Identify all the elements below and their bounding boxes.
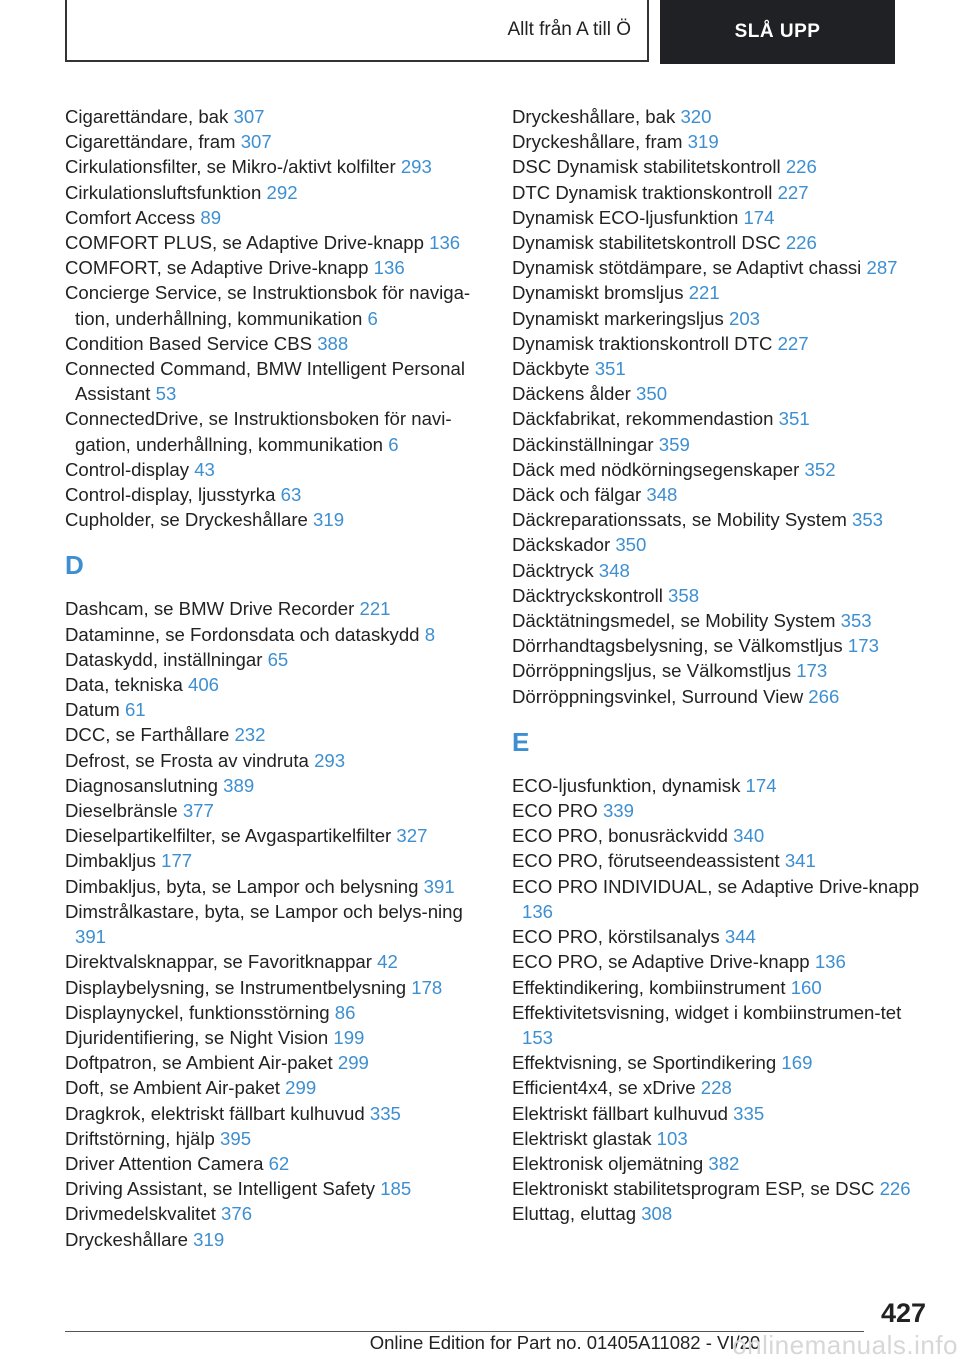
page-reference-link[interactable]: 395 (220, 1127, 252, 1149)
page-reference-link[interactable]: 232 (234, 724, 266, 746)
index-entry (512, 280, 932, 305)
index-entry-text: Driver Attention Camera (65, 1152, 264, 1174)
edition-footer: Online Edition for Part no. 01405A11082 - VI/20 (369, 1332, 761, 1353)
index-entry (65, 975, 485, 1000)
index-entry-text: Comfort Access (65, 206, 196, 228)
index-entry (65, 280, 485, 330)
index-entry (65, 874, 485, 899)
index-entry (65, 672, 485, 697)
index-entry-text: Dynamiskt bromsljus (512, 282, 684, 304)
index-entry-text: Dragkrok, elektriskt fällbart kulhuvud (65, 1102, 365, 1124)
page-reference-link[interactable]: 178 (411, 976, 443, 998)
tab-a-to-z-label: Allt från A till Ö (507, 19, 631, 40)
page-reference-link[interactable]: 351 (594, 358, 626, 380)
page-reference-link[interactable]: 353 (840, 610, 872, 632)
index-entry (65, 899, 485, 949)
index-entry-text: Elektriskt glastak (512, 1127, 652, 1149)
page-reference-link[interactable]: 63 (280, 484, 302, 506)
page-reference-link[interactable]: 86 (334, 1001, 356, 1023)
index-entry-text: Dynamiskt markeringsljus (512, 307, 724, 329)
index-entry-text: Däcktätningsmedel, se Mobility System (512, 610, 836, 632)
index-entry (512, 129, 932, 154)
index-entry-text: Driving Assistant, se Intelligent Safety (65, 1178, 376, 1200)
index-entry (65, 1201, 485, 1226)
index-entry (512, 773, 932, 798)
page-reference-link[interactable]: 351 (778, 408, 810, 430)
index-entry-text: COMFORT, se Adaptive Drive-knapp (65, 257, 369, 279)
index-entry (512, 205, 932, 230)
index-entry (512, 1101, 932, 1126)
index-entry (65, 1227, 485, 1252)
index-entry (65, 457, 485, 482)
page-reference-link[interactable]: 376 (221, 1203, 253, 1225)
page-reference-link[interactable]: 319 (313, 509, 345, 531)
index-entry (512, 658, 932, 683)
index-entry (512, 1151, 932, 1176)
page-reference-link[interactable]: 359 (658, 433, 690, 455)
index-entry-text: Dieselbränsle (65, 800, 178, 822)
index-entry (512, 874, 932, 924)
index-entry-text: Cigarettändare, fram (65, 131, 236, 153)
page-reference-link[interactable]: 266 (808, 685, 840, 707)
page-reference-link[interactable]: 185 (380, 1178, 412, 1200)
index-entry-text: Dörrhandtagsbelysning, se Välkomstljus (512, 635, 843, 657)
page-reference-link[interactable]: 42 (377, 951, 398, 973)
watermark-logo: onlinemanuals.info (732, 1330, 958, 1360)
index-entry-text: ECO PRO (512, 800, 598, 822)
page-reference-link[interactable]: 53 (155, 383, 177, 405)
index-entry-text: Cirkulationsluftsfunktion (65, 181, 262, 203)
index-entry (512, 356, 932, 381)
index-entry (512, 507, 932, 532)
index-letter-d: D (65, 550, 84, 581)
index-entry (65, 406, 485, 456)
index-entry-text: Dörröppningsljus, se Välkomstljus (512, 660, 792, 682)
page-reference-link[interactable]: 6 (367, 307, 378, 329)
index-entry-text: Cirkulationsfilter, se Mikro-/aktivt kolfilter (65, 156, 396, 178)
index-entry-text: Cupholder, se Dryckeshållare (65, 509, 308, 531)
page-reference-link[interactable]: 6 (388, 433, 399, 455)
index-entry-text: Däckreparationssats, se Mobility System (512, 509, 847, 531)
index-entry (65, 1000, 485, 1025)
page-reference-link[interactable]: 203 (729, 307, 761, 329)
index-entry-text: Däckens ålder (512, 383, 631, 405)
index-entry (512, 532, 932, 557)
page-reference-link[interactable]: 199 (333, 1026, 365, 1048)
page-number: 427 (880, 1298, 926, 1328)
index-entry-text: Datum (65, 699, 120, 721)
page-reference-link[interactable]: 406 (188, 674, 220, 696)
page-reference-link[interactable]: 43 (194, 458, 215, 480)
index-entry-text: Dataminne, se Fordonsdata och dataskydd (65, 623, 420, 645)
index-entry (512, 1201, 932, 1226)
index-entry-text: Effektvisning, se Sportindikering (512, 1052, 777, 1074)
index-entry (65, 622, 485, 647)
index-entry (512, 406, 932, 431)
index-entry-text: Efficient4x4, se xDrive (512, 1077, 696, 1099)
index-entry-text: Dryckeshållare, fram (512, 131, 683, 153)
page-reference-link[interactable]: 299 (285, 1077, 317, 1099)
tab-lookup-label: SLÅ UPP (734, 21, 821, 42)
index-entry-text: ConnectedDrive, se Instruktionsboken för navi-gation, underhållning, kommunikation (65, 408, 452, 455)
index-entry-text: ECO-ljusfunktion, dynamisk (512, 774, 741, 796)
index-entry-text: Dryckeshållare (65, 1228, 188, 1250)
page-reference-link[interactable]: 339 (602, 800, 634, 822)
index-entry (512, 331, 932, 356)
index-entry-text: ECO PRO, se Adaptive Drive-knapp (512, 951, 810, 973)
index-entry-text: Condition Based Service CBS (65, 332, 313, 354)
page-reference-link[interactable]: 344 (724, 926, 756, 948)
index-entry (65, 1126, 485, 1151)
index-column-left (65, 104, 485, 1252)
index-entry-text: DCC, se Farthållare (65, 724, 230, 746)
index-entry (512, 1000, 932, 1050)
page-reference-link[interactable]: 228 (700, 1077, 732, 1099)
index-entry (512, 255, 932, 280)
index-entry (65, 255, 485, 280)
header-tabs (65, 0, 960, 66)
page-reference-link[interactable]: 348 (598, 559, 630, 581)
index-entry-text: COMFORT PLUS, se Adaptive Drive-knapp (65, 232, 424, 254)
index-entry (512, 949, 932, 974)
index-entry-text: DTC Dynamisk traktionskontroll (512, 181, 773, 203)
index-entry (512, 457, 932, 482)
page-reference-link[interactable]: 61 (124, 699, 146, 721)
page-reference-link[interactable]: 160 (790, 976, 822, 998)
page-reference-link[interactable]: 350 (636, 383, 668, 405)
index-entry (65, 798, 485, 823)
page-reference-link[interactable]: 221 (688, 282, 720, 304)
index-entry (512, 230, 932, 255)
index-column-right (512, 104, 932, 1227)
index-entry (512, 583, 932, 608)
page-reference-link[interactable]: 341 (784, 850, 816, 872)
index-entry-text: Control-display (65, 458, 190, 480)
index-entry-text: ECO PRO, förutseendeassistent (512, 850, 780, 872)
index-entry (65, 773, 485, 798)
index-entry (512, 558, 932, 583)
page-reference-link[interactable]: 62 (268, 1152, 290, 1174)
index-entry-text: Concierge Service, se Instruktionsbok för naviga-tion, underhållning, kommunikation (65, 282, 471, 329)
tab-a-to-z[interactable] (65, 0, 649, 62)
index-entry-text: ECO PRO, bonusräckvidd (512, 825, 728, 847)
page-reference-link[interactable]: 173 (796, 660, 828, 682)
index-entry-text: Dataskydd, inställningar (65, 648, 263, 670)
page-reference-link[interactable]: 350 (615, 534, 647, 556)
page-reference-link[interactable]: 377 (182, 800, 214, 822)
index-entry (65, 507, 485, 532)
page-reference-link[interactable]: 136 (373, 257, 405, 279)
tab-lookup[interactable] (660, 0, 895, 64)
index-entry-text: DSC Dynamisk stabilitetskontroll (512, 156, 781, 178)
index-entry (512, 975, 932, 1000)
index-group-d (65, 596, 485, 1251)
page-reference-link[interactable]: 136 (522, 900, 554, 922)
page-reference-link[interactable]: 358 (668, 584, 700, 606)
index-entry-text: Elektriskt fällbart kulhuvud (512, 1102, 728, 1124)
page-reference-link[interactable]: 103 (656, 1127, 688, 1149)
index-entry-text: Elektronisk oljemätning (512, 1152, 704, 1174)
index-entry (512, 482, 932, 507)
index-entry-text: Effektindikering, kombiinstrument (512, 976, 786, 998)
index-entry (65, 331, 485, 356)
page-reference-link[interactable]: 89 (200, 206, 222, 228)
page-reference-link[interactable]: 174 (745, 774, 777, 796)
index-entry-text: Dimbakljus, byta, se Lampor och belysning (65, 875, 419, 897)
page-reference-link[interactable]: 136 (814, 951, 846, 973)
index-entry (65, 129, 485, 154)
page-reference-link[interactable]: 221 (359, 598, 391, 620)
page-reference-link[interactable]: 382 (708, 1152, 740, 1174)
index-entry (65, 1075, 485, 1100)
index-entry-text: Dynamisk stötdämpare, se Adaptivt chassi (512, 257, 862, 279)
index-entry-text: Dashcam, se BMW Drive Recorder (65, 598, 355, 620)
page-reference-link[interactable]: 226 (785, 156, 817, 178)
page-reference-link[interactable]: 292 (266, 181, 298, 203)
index-entry-text: Däckbyte (512, 358, 590, 380)
index-entry-text: Cigarettändare, bak (65, 106, 229, 127)
index-entry (65, 697, 485, 722)
page-reference-link[interactable]: 391 (75, 926, 107, 948)
index-entry-text: Displaybelysning, se Instrumentbelysning (65, 976, 407, 998)
page-reference-link[interactable]: 173 (847, 635, 879, 657)
index-group-d-continued (512, 104, 932, 709)
index-entry (65, 230, 485, 255)
index-entry-text: Dynamisk traktionskontroll DTC (512, 332, 773, 354)
index-group-e (512, 773, 932, 1227)
index-entry-text: ECO PRO INDIVIDUAL, se Adaptive Drive-knapp (512, 875, 920, 897)
index-entry-text: Däck och fälgar (512, 484, 642, 506)
page-reference-link[interactable]: 335 (369, 1102, 401, 1124)
page-reference-link[interactable]: 327 (396, 825, 428, 847)
page-reference-link[interactable]: 287 (866, 257, 898, 279)
index-entry-text: Dryckeshållare, bak (512, 106, 676, 127)
page-reference-link[interactable]: 319 (193, 1228, 225, 1250)
index-entry-text: Displaynyckel, funktionsstörning (65, 1001, 330, 1023)
page-reference-link[interactable]: 391 (423, 875, 455, 897)
index-entry (512, 848, 932, 873)
index-entry (512, 1126, 932, 1151)
page-reference-link[interactable]: 307 (240, 131, 272, 153)
index-entry-text: Data, tekniska (65, 674, 183, 696)
index-entry-text: Djuridentifiering, se Night Vision (65, 1026, 329, 1048)
index-entry-text: Elektroniskt stabilitetsprogram ESP, se DSC (512, 1178, 875, 1200)
index-entry (512, 924, 932, 949)
index-entry (65, 722, 485, 747)
page-reference-link[interactable]: 353 (851, 509, 884, 531)
index-entry (512, 823, 932, 848)
page-reference-link[interactable]: 352 (804, 458, 836, 480)
index-entry-text: Eluttag, eluttag (512, 1203, 637, 1225)
page-reference-link[interactable]: 319 (687, 131, 719, 153)
index-group-c (65, 104, 485, 532)
index-entry (65, 1151, 485, 1176)
index-entry (512, 104, 932, 129)
index-entry (512, 381, 932, 406)
index-entry-text: Däckskador (512, 534, 611, 556)
index-entry-text: Dynamisk ECO-ljusfunktion (512, 206, 739, 228)
index-entry-text: Dieselpartikelfilter, se Avgaspartikelfilter (65, 825, 392, 847)
index-entry (65, 104, 485, 129)
index-entry (512, 1050, 932, 1075)
index-entry (65, 205, 485, 230)
index-entry (512, 306, 932, 331)
page-reference-link[interactable]: 226 (879, 1178, 911, 1200)
index-entry (65, 647, 485, 672)
page-reference-link[interactable]: 169 (781, 1052, 813, 1074)
index-entry (512, 1176, 932, 1201)
index-entry-text: Control-display, ljusstyrka (65, 484, 276, 506)
index-entry (512, 154, 932, 179)
page-reference-link[interactable]: 335 (733, 1102, 765, 1124)
page-reference-link[interactable]: 299 (337, 1052, 369, 1074)
page-reference-link[interactable]: 227 (777, 332, 809, 354)
index-entry (65, 154, 485, 179)
page-reference-link[interactable]: 227 (777, 181, 809, 203)
index-letter-e: E (512, 726, 530, 757)
page-reference-link[interactable]: 388 (317, 332, 349, 354)
index-entry (512, 684, 932, 709)
index-entry-text: Connected Command, BMW Intelligent Personal Assistant (65, 358, 465, 405)
index-entry (65, 1050, 485, 1075)
page-reference-link[interactable]: 320 (680, 106, 712, 127)
index-entry-text: Däck med nödkörningsegenskaper (512, 458, 800, 480)
index-entry (65, 596, 485, 621)
index-entry (65, 1025, 485, 1050)
index-entry-text: Däckinställningar (512, 433, 654, 455)
page-reference-link[interactable]: 308 (641, 1203, 673, 1225)
index-entry (65, 1176, 485, 1201)
index-entry-text: Driftstörning, hjälp (65, 1127, 215, 1149)
page-reference-link[interactable]: 174 (743, 206, 775, 228)
index-entry-text: Däckfabrikat, rekommendastion (512, 408, 774, 430)
index-entry-text: Däcktryckskontroll (512, 584, 663, 606)
index-entry (65, 848, 485, 873)
page-reference-link[interactable]: 293 (400, 156, 432, 178)
index-entry-text: Drivmedelskvalitet (65, 1203, 216, 1225)
index-entry-text: Dimstrålkastare, byta, se Lampor och belys-ning (65, 900, 463, 922)
page-reference-link[interactable]: 65 (267, 648, 289, 670)
page-reference-link[interactable]: 307 (233, 106, 265, 127)
index-entry (512, 1075, 932, 1100)
index-entry-text: Dörröppningsvinkel, Surround View (512, 685, 804, 707)
index-entry-text: Däcktryck (512, 559, 594, 581)
index-entry (65, 180, 485, 205)
index-entry-text: ECO PRO, körstilsanalys (512, 926, 720, 948)
index-entry (65, 748, 485, 773)
index-entry (512, 633, 932, 658)
page-reference-link[interactable]: 153 (522, 1026, 554, 1048)
index-entry-text: Defrost, se Frosta av vindruta (65, 749, 309, 771)
index-entry-text: Diagnosanslutning (65, 774, 218, 796)
index-entry (512, 798, 932, 823)
page-reference-link[interactable]: 340 (733, 825, 765, 847)
index-entry-text: Effektivitetsvisning, widget i kombiinstrumen-tet (512, 1001, 902, 1023)
page-reference-link[interactable]: 389 (223, 774, 255, 796)
page-reference-link[interactable]: 8 (424, 623, 436, 645)
index-entry (65, 949, 485, 974)
page-reference-link[interactable]: 177 (161, 850, 193, 872)
index-entry-text: Doftpatron, se Ambient Air-paket (65, 1052, 333, 1074)
index-entry (512, 608, 932, 633)
page-reference-link[interactable]: 136 (429, 232, 461, 254)
index-entry (65, 356, 485, 406)
index-entry (512, 432, 932, 457)
index-entry (65, 1101, 485, 1126)
page-reference-link[interactable]: 348 (646, 484, 678, 506)
index-entry-text: Doft, se Ambient Air-paket (65, 1077, 280, 1099)
index-entry (512, 180, 932, 205)
page-reference-link[interactable]: 293 (314, 749, 346, 771)
index-entry (65, 482, 485, 507)
index-entry-text: Dynamisk stabilitetskontroll DSC (512, 232, 781, 254)
index-entry-text: Dimbakljus (65, 850, 156, 872)
page-reference-link[interactable]: 226 (785, 232, 817, 254)
index-entry-text: Direktvalsknappar, se Favoritknappar (65, 951, 372, 973)
index-entry (65, 823, 485, 848)
